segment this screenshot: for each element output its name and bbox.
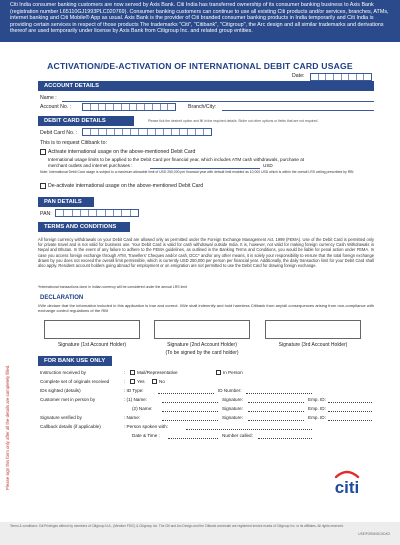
debit-card-instruction-note: Please tick the desired option and fill in the required details. Strike out other options or fields that are not required. — [148, 119, 319, 123]
bank-row-label: Callback details (if applicable) — [40, 424, 101, 429]
in-person-label: In Person — [223, 370, 243, 375]
account-number-input[interactable] — [82, 103, 176, 111]
footer-legal: Terms & conditions: Citi Privileges offered by members of Citigroup N.A., (Member FDIC) & Citigroup Inc. The Citi and Arc Design and the Citibank wordmark are registered service marks of Citigroup Inc. or its affiliates. All rights reserved. — [10, 524, 344, 528]
pan-details-header: PAN DETAILS — [38, 197, 94, 207]
met-by-signature-2-field[interactable] — [248, 411, 304, 412]
bank-row-value: Date & Time : — [132, 433, 160, 438]
bank-row-label: IDs sighted (details) — [40, 388, 81, 393]
bank-row-value: : (1) Name: — [124, 397, 147, 402]
originals-no-label: No — [159, 379, 165, 384]
signature-label-1: Signature (1st Account Holder) — [57, 342, 127, 348]
debit-card-number-input[interactable] — [82, 128, 212, 136]
bank-row-label: Instruction received by — [40, 370, 86, 375]
branch-city-field[interactable] — [222, 110, 374, 111]
bank-row-value: : Person spoken with: — [124, 424, 168, 429]
citi-arc-icon — [336, 472, 358, 477]
terms-header: TERMS AND CONDITIONS — [38, 222, 130, 232]
side-warning-note: Please sign this form only after all the details are completely filled. — [5, 364, 10, 490]
footer-code: USE/FORM/IDC/ID/02 — [358, 532, 390, 536]
met-by-emp-id-1-field[interactable] — [328, 402, 372, 403]
limits-description-line1: International usage limits to be applied to the Debit Card per financial year, which includes ATM cash withdrawals, purchase at — [48, 157, 305, 162]
pan-label: PAN: — [40, 211, 52, 217]
date-label: Date: — [292, 73, 305, 79]
callback-datetime-field[interactable] — [168, 438, 218, 439]
limit-amount-field[interactable] — [150, 168, 260, 169]
disclosure-text: Citi India consumer banking customers are now served by Axis Bank. Citi India has transferred ownership of its consumer banking business to Axis Bank (registration number L65110GJ1993PLC020769). Consumer banking customers can continue to use all existing Citi products and/or services, branches, ATMs, internet banking and Citi Mobile® App as usual. Axis Bank is the provider of Citi branded consumer banking products in India temporarily and Citi India is providing certain services in respect of those products The trademarks "Citi", "Citibank", "Citigroup", the Arc design and all similar trademarks and derivations thereof are used temporarily under license by Axis Bank from Citigroup Inc. and related group entities. — [10, 2, 389, 35]
bank-row-label: Signature verified by — [40, 415, 82, 420]
id-type-field[interactable] — [158, 393, 214, 394]
bank-row-label: Complete set of originals received — [40, 379, 110, 384]
originals-yes-checkbox[interactable] — [130, 379, 135, 384]
met-by-signature-1-field[interactable] — [248, 402, 304, 403]
disclosure-banner — [0, 0, 400, 42]
originals-yes-label: Yes — [137, 379, 145, 384]
signature-box-1[interactable] — [44, 320, 140, 339]
in-person-checkbox[interactable] — [216, 370, 221, 375]
id-number-field[interactable] — [246, 393, 312, 394]
terms-body: All foreign currency withdrawals on your Debit Card are allowed only as permitted under the Foreign Exchange Management Act, 1999 (FEMA). Use of the Debit Card is permitted only for private travel and is not valid for business use. Your Debit Card is valid for cash withdrawal outside India. It is, however, not valid for making foreign currency Cash Withdrawals in Nepal and Bhutan. In the event of any failure to adhere to the FEMA guidelines, as outlined in the Banking Terms and Conditions, you would be liable for penal action under FEMA. In case you access foreign exchange through ATM, Travellers' Cheques and/or cash, DCC* and/or any other means, it is solely your responsibility to ensure that the total foreign exchange drawn by you does not exceed the overall limit permissible, which is currently USD 250,000 per person per financial year. Additionally, the daily transaction limit for your Debit Card shall also apply. Resident account holders going abroad for employment or on emigration are not permitted to use the Debit Card for drawing foreign exchange. — [38, 237, 374, 269]
account-number-label: Account No. : — [40, 104, 72, 110]
name-field[interactable] — [62, 101, 374, 102]
met-by-signature-1-label: Signature: — [222, 397, 243, 402]
met-by-emp-id-1-label: Emp. ID: — [308, 397, 326, 402]
branch-city-label: Branch/City: — [188, 104, 217, 110]
pan-input[interactable] — [55, 209, 139, 217]
verified-signature-label: Signature: — [222, 415, 243, 420]
signature-box-2[interactable] — [154, 320, 250, 339]
met-by-signature-2-label: Signature: — [222, 406, 243, 411]
deactivate-label: De-activate international usage on the above-mentioned Debit Card — [48, 183, 204, 189]
account-details-header: ACCOUNT DETAILS — [38, 81, 374, 91]
bank-row-value: : Name: — [124, 415, 141, 420]
signature-note: (To be signed by the card holder) — [165, 350, 239, 356]
citi-logo — [324, 467, 370, 497]
terms-footnote: *International transactions done in Indian currency will be considered under the annual LRS limit — [38, 285, 187, 289]
activate-label: Activate international usage on the above-mentioned Debit Card — [48, 149, 196, 155]
bank-use-header: FOR BANK USE ONLY — [38, 356, 112, 366]
bank-row-value: : ID Type: — [124, 388, 144, 393]
person-spoken-with-field[interactable] — [186, 429, 312, 430]
signature-label-2: Signature (2nd Account Holder) — [167, 342, 237, 348]
limits-description-line2: merchant outlets and internet purchases : — [48, 163, 133, 168]
met-by-name-2-field[interactable] — [162, 411, 218, 412]
bank-row-value: : — [124, 379, 126, 384]
debit-card-number-label: Debit Card No. : — [40, 130, 78, 136]
request-label: This is to request Citibank to: — [40, 140, 107, 146]
mail-representative-checkbox[interactable] — [130, 370, 135, 375]
activate-checkbox[interactable] — [40, 149, 46, 155]
name-label: Name : — [40, 95, 57, 101]
id-number-label: ID Number: — [218, 388, 242, 393]
deactivate-checkbox[interactable] — [40, 183, 46, 189]
date-input[interactable] — [310, 73, 372, 81]
limit-currency: USD — [263, 163, 273, 168]
signature-label-3: Signature (3rd Account Holder) — [278, 342, 348, 348]
debit-card-details-header: DEBIT CARD DETAILS — [38, 116, 134, 126]
number-called-label: Number called: — [222, 433, 253, 438]
verified-emp-id-label: Emp. ID: — [308, 415, 326, 420]
mail-representative-label: Mail/Representative — [137, 370, 178, 375]
verified-emp-id-field[interactable] — [328, 420, 372, 421]
bank-row-value: : — [124, 370, 126, 375]
declaration-text: I/We declare that the information included in this application is true and correct. I/We shall indemnify and hold harmless Citibank from any/all consequences arising from non-compliance with exchange control regulations of the RBI — [38, 303, 374, 314]
form-title: ACTIVATION/DE-ACTIVATION OF INTERNATIONAL DEBIT CARD USAGE — [47, 61, 353, 71]
declaration-header: DECLARATION — [40, 295, 84, 301]
met-by-name-1-field[interactable] — [162, 402, 218, 403]
verified-by-name-field[interactable] — [162, 420, 218, 421]
bank-row-value: (2) Name: — [132, 406, 153, 411]
originals-no-checkbox[interactable] — [152, 379, 157, 384]
number-called-field[interactable] — [258, 438, 312, 439]
signature-box-3[interactable] — [265, 320, 361, 339]
limits-note: Note: International Debit Card usage is subject to a maximum allowable limit of USD 250,000 per financial year with default limit enabled as 10,000 USD which is within the overall LRS ceiling prescribed by RBI — [40, 170, 354, 174]
citi-logo-text: citi — [334, 478, 360, 497]
verified-signature-field[interactable] — [248, 420, 304, 421]
met-by-emp-id-2-label: Emp. ID: — [308, 406, 326, 411]
met-by-emp-id-2-field[interactable] — [328, 411, 372, 412]
bank-row-label: Customer met in person by — [40, 397, 96, 402]
footer-legal-text — [10, 524, 390, 536]
